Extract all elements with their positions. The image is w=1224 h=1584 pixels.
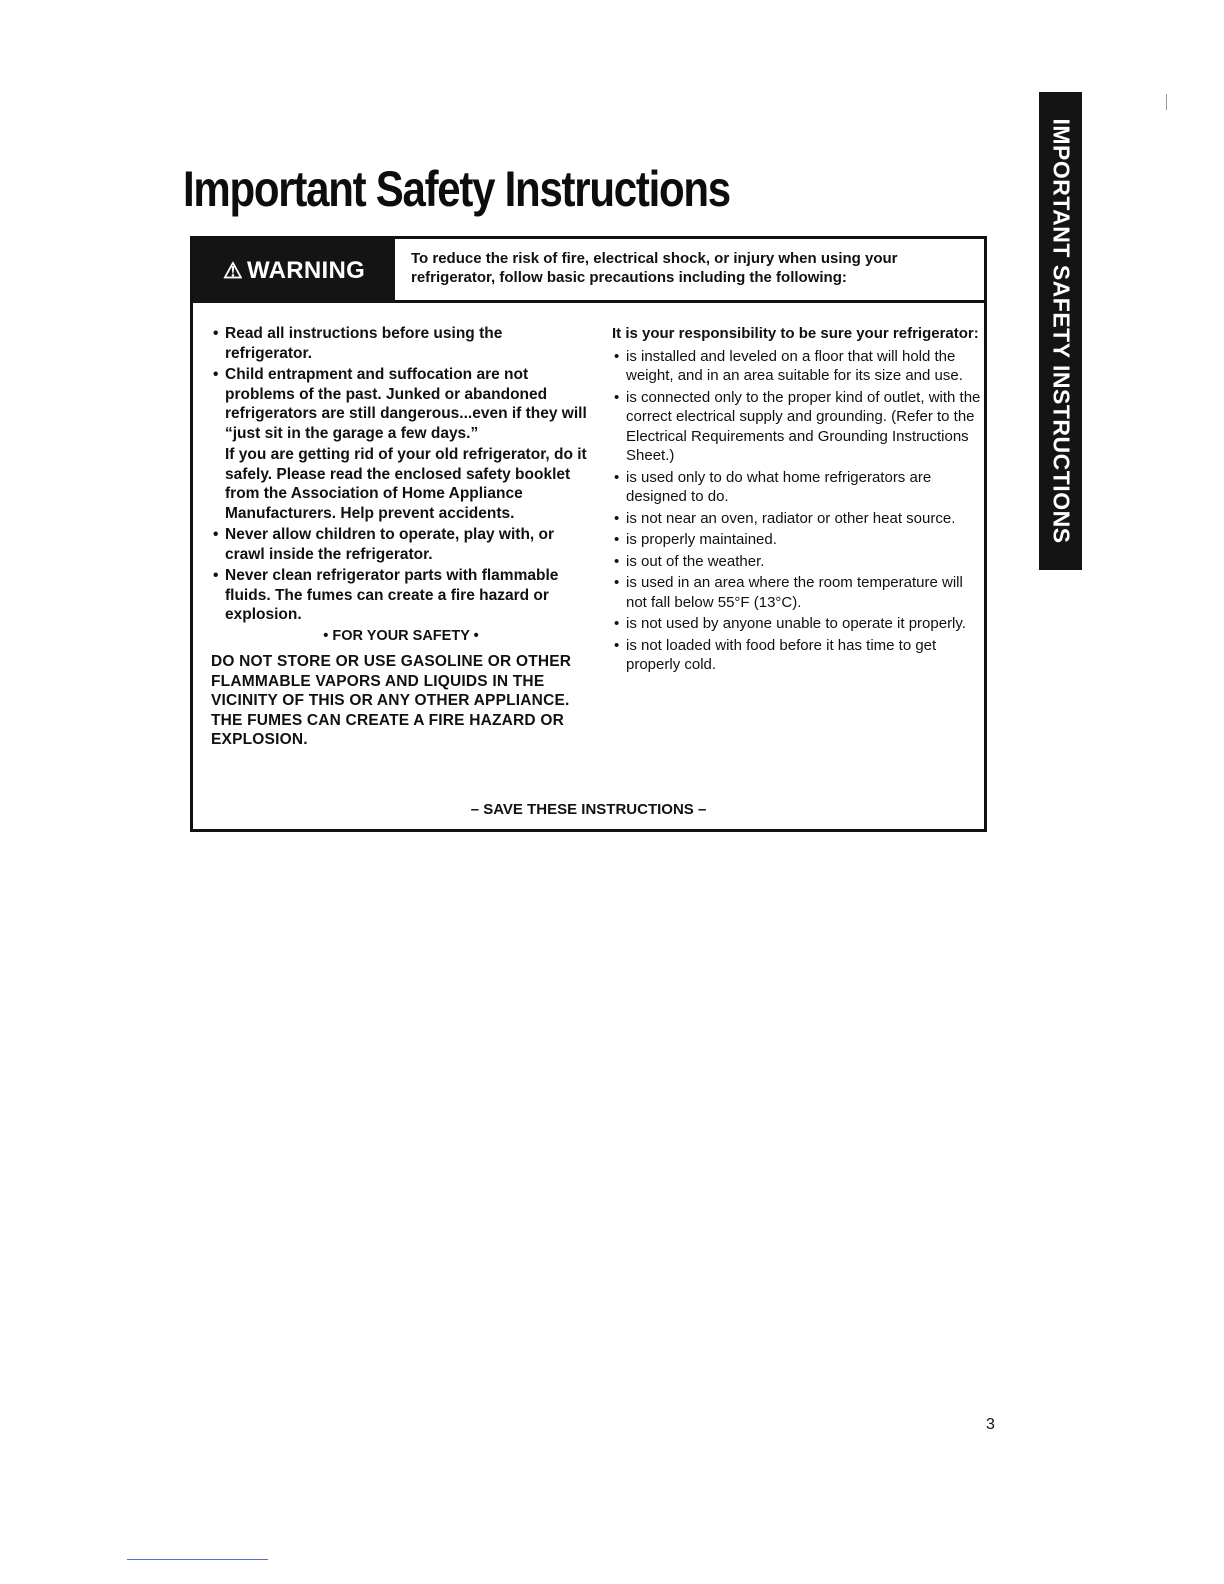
gasoline-warning: DO NOT STORE OR USE GASOLINE OR OTHER FLAMMABLE VAPORS AND LIQUIDS IN THE VICINITY OF THIS OR ANY OTHER APPLIANCE. THE FUMES CAN CREATE A FIRE HAZARD OR EXPLOSION. bbox=[211, 653, 572, 748]
list-item: • is not loaded with food before it has time to get properly cold. bbox=[612, 636, 982, 675]
warning-triangle-icon: ⚠ bbox=[222, 258, 243, 283]
side-tab-label: IMPORTANT SAFETY INSTRUCTIONS bbox=[1048, 118, 1074, 544]
list-item: • is connected only to the proper kind of outlet, with the correct electrical supply and grounding. (Refer to the Electrical Requirements and Grounding Instructions Sheet.) bbox=[612, 388, 982, 466]
list-item-subtext: If you are getting rid of your old refrigerator, do it safely. Please read the enclosed safety booklet from the Association of Home Appliance Manufacturers. Help prevent accidents. bbox=[225, 446, 587, 522]
list-item: • is used in an area where the room temperature will not fall below 55°F (13°C). bbox=[612, 573, 982, 612]
right-column bbox=[612, 324, 982, 677]
bottom-rule bbox=[127, 1559, 268, 1560]
list-item: • Never allow children to operate, play with, or crawl inside the refrigerator. bbox=[211, 525, 591, 564]
left-column bbox=[211, 324, 591, 750]
list-item: • Child entrapment and suffocation are not problems of the past. Junked or abandoned refrigerators are still dangerous...even if they will “just sit in the garage a few days.” bbox=[211, 365, 591, 443]
side-tab bbox=[1039, 92, 1082, 570]
intro-divider bbox=[395, 300, 984, 303]
for-your-safety-heading: • FOR YOUR SAFETY • bbox=[323, 627, 479, 644]
responsibility-heading: It is your responsibility to be sure your refrigerator: bbox=[612, 325, 979, 342]
list-item: • Never clean refrigerator parts with flammable fluids. The fumes can create a fire hazard or explosion. bbox=[211, 566, 591, 625]
save-instructions: – SAVE THESE INSTRUCTIONS – bbox=[470, 801, 707, 818]
list-item: • is out of the weather. bbox=[612, 552, 982, 572]
edge-mark bbox=[1166, 94, 1167, 110]
list-item: • is properly maintained. bbox=[612, 530, 982, 550]
warning-label-text: WARNING bbox=[246, 257, 366, 284]
warning-label bbox=[193, 239, 395, 303]
warning-box bbox=[190, 236, 987, 832]
list-item: • is installed and leveled on a floor that will hold the weight, and in an area suitable for its size and use. bbox=[612, 347, 982, 386]
list-item: • Read all instructions before using the refrigerator. bbox=[211, 324, 591, 363]
page-number: 3 bbox=[986, 1416, 995, 1433]
list-item: • is not used by anyone unable to operate it properly. bbox=[612, 614, 982, 634]
warning-intro: To reduce the risk of fire, electrical shock, or injury when using your refrigerator, follow basic precautions including the following: bbox=[411, 250, 898, 286]
list-item: • is used only to do what home refrigerators are designed to do. bbox=[612, 468, 982, 507]
page-title: Important Safety Instructions bbox=[183, 161, 730, 217]
list-item: • is not near an oven, radiator or other heat source. bbox=[612, 509, 982, 529]
